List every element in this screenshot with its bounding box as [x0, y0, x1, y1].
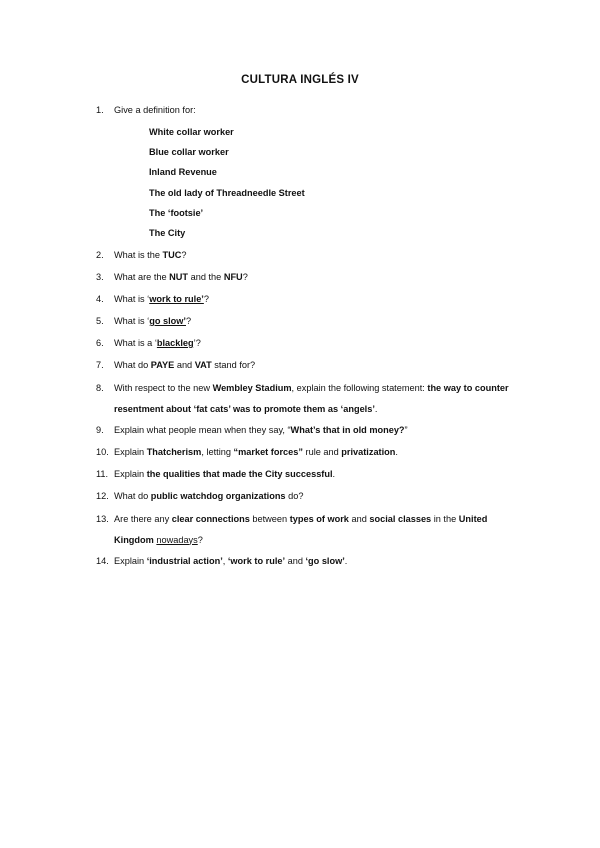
definition-term: The old lady of Threadneedle Street — [149, 188, 305, 198]
question-text: Give a definition for: — [114, 105, 196, 115]
definition-term: The City — [149, 228, 186, 238]
question-1 — [96, 100, 526, 121]
question-13 — [96, 509, 526, 550]
page-title: CULTURA INGLÉS IV — [241, 74, 359, 86]
definition-term: White collar worker — [149, 127, 234, 137]
question-6 — [96, 333, 526, 354]
question-number: 11. — [96, 469, 109, 479]
question-10 — [96, 442, 526, 463]
question-14 — [96, 551, 526, 572]
question-number: 5. — [96, 316, 104, 326]
question-text: What is ‘go slow’? — [114, 316, 192, 326]
definition-term: The ‘footsie’ — [149, 208, 204, 218]
question-9 — [96, 420, 526, 441]
question-text: Explain what people mean when they say, “What’s that in old money?” — [114, 425, 408, 435]
definition-term: Blue collar worker — [149, 147, 229, 157]
question-text: Explain the qualities that made the City successful. — [114, 469, 336, 479]
question-number: 14. — [96, 556, 109, 566]
question-number: 10. — [96, 447, 109, 457]
question-number: 8. — [96, 383, 104, 393]
question-text: With respect to the new Wembley Stadium, explain the following statement: the way to counter resentment about ‘fat cats’ was to promote them as ‘angels’. — [114, 383, 509, 414]
question-number: 7. — [96, 360, 104, 370]
question-text: What do PAYE and VAT stand for? — [114, 360, 256, 370]
question-text: Explain Thatcherism, letting “market forces” rule and privatization. — [114, 447, 398, 457]
question-5 — [96, 311, 526, 332]
question-8 — [96, 378, 526, 419]
question-number: 3. — [96, 272, 104, 282]
question-text: What is ‘work to rule’? — [114, 294, 209, 304]
question-text: What do public watchdog organizations do? — [114, 491, 304, 501]
question-12 — [96, 486, 526, 507]
question-number: 9. — [96, 425, 104, 435]
question-text: What is the TUC? — [114, 250, 187, 260]
definition-term: Inland Revenue — [149, 167, 217, 177]
question-number: 12. — [96, 491, 109, 501]
question-text: What are the NUT and the NFU? — [114, 272, 248, 282]
question-number: 6. — [96, 338, 104, 348]
question-7 — [96, 355, 526, 376]
question-text: Are there any clear connections between types of work and social classes in the United Kingdom nowadays? — [114, 514, 488, 545]
question-text: Explain ‘industrial action’, ‘work to rule’ and ‘go slow’. — [114, 556, 348, 566]
question-number: 1. — [96, 105, 104, 115]
question-4 — [96, 289, 526, 310]
question-text: What is a ‘blackleg’? — [114, 338, 201, 348]
question-number: 4. — [96, 294, 104, 304]
question-number: 13. — [96, 514, 109, 524]
question-3 — [96, 267, 526, 288]
question-11 — [96, 464, 526, 485]
question-2 — [96, 245, 526, 266]
question-number: 2. — [96, 250, 104, 260]
